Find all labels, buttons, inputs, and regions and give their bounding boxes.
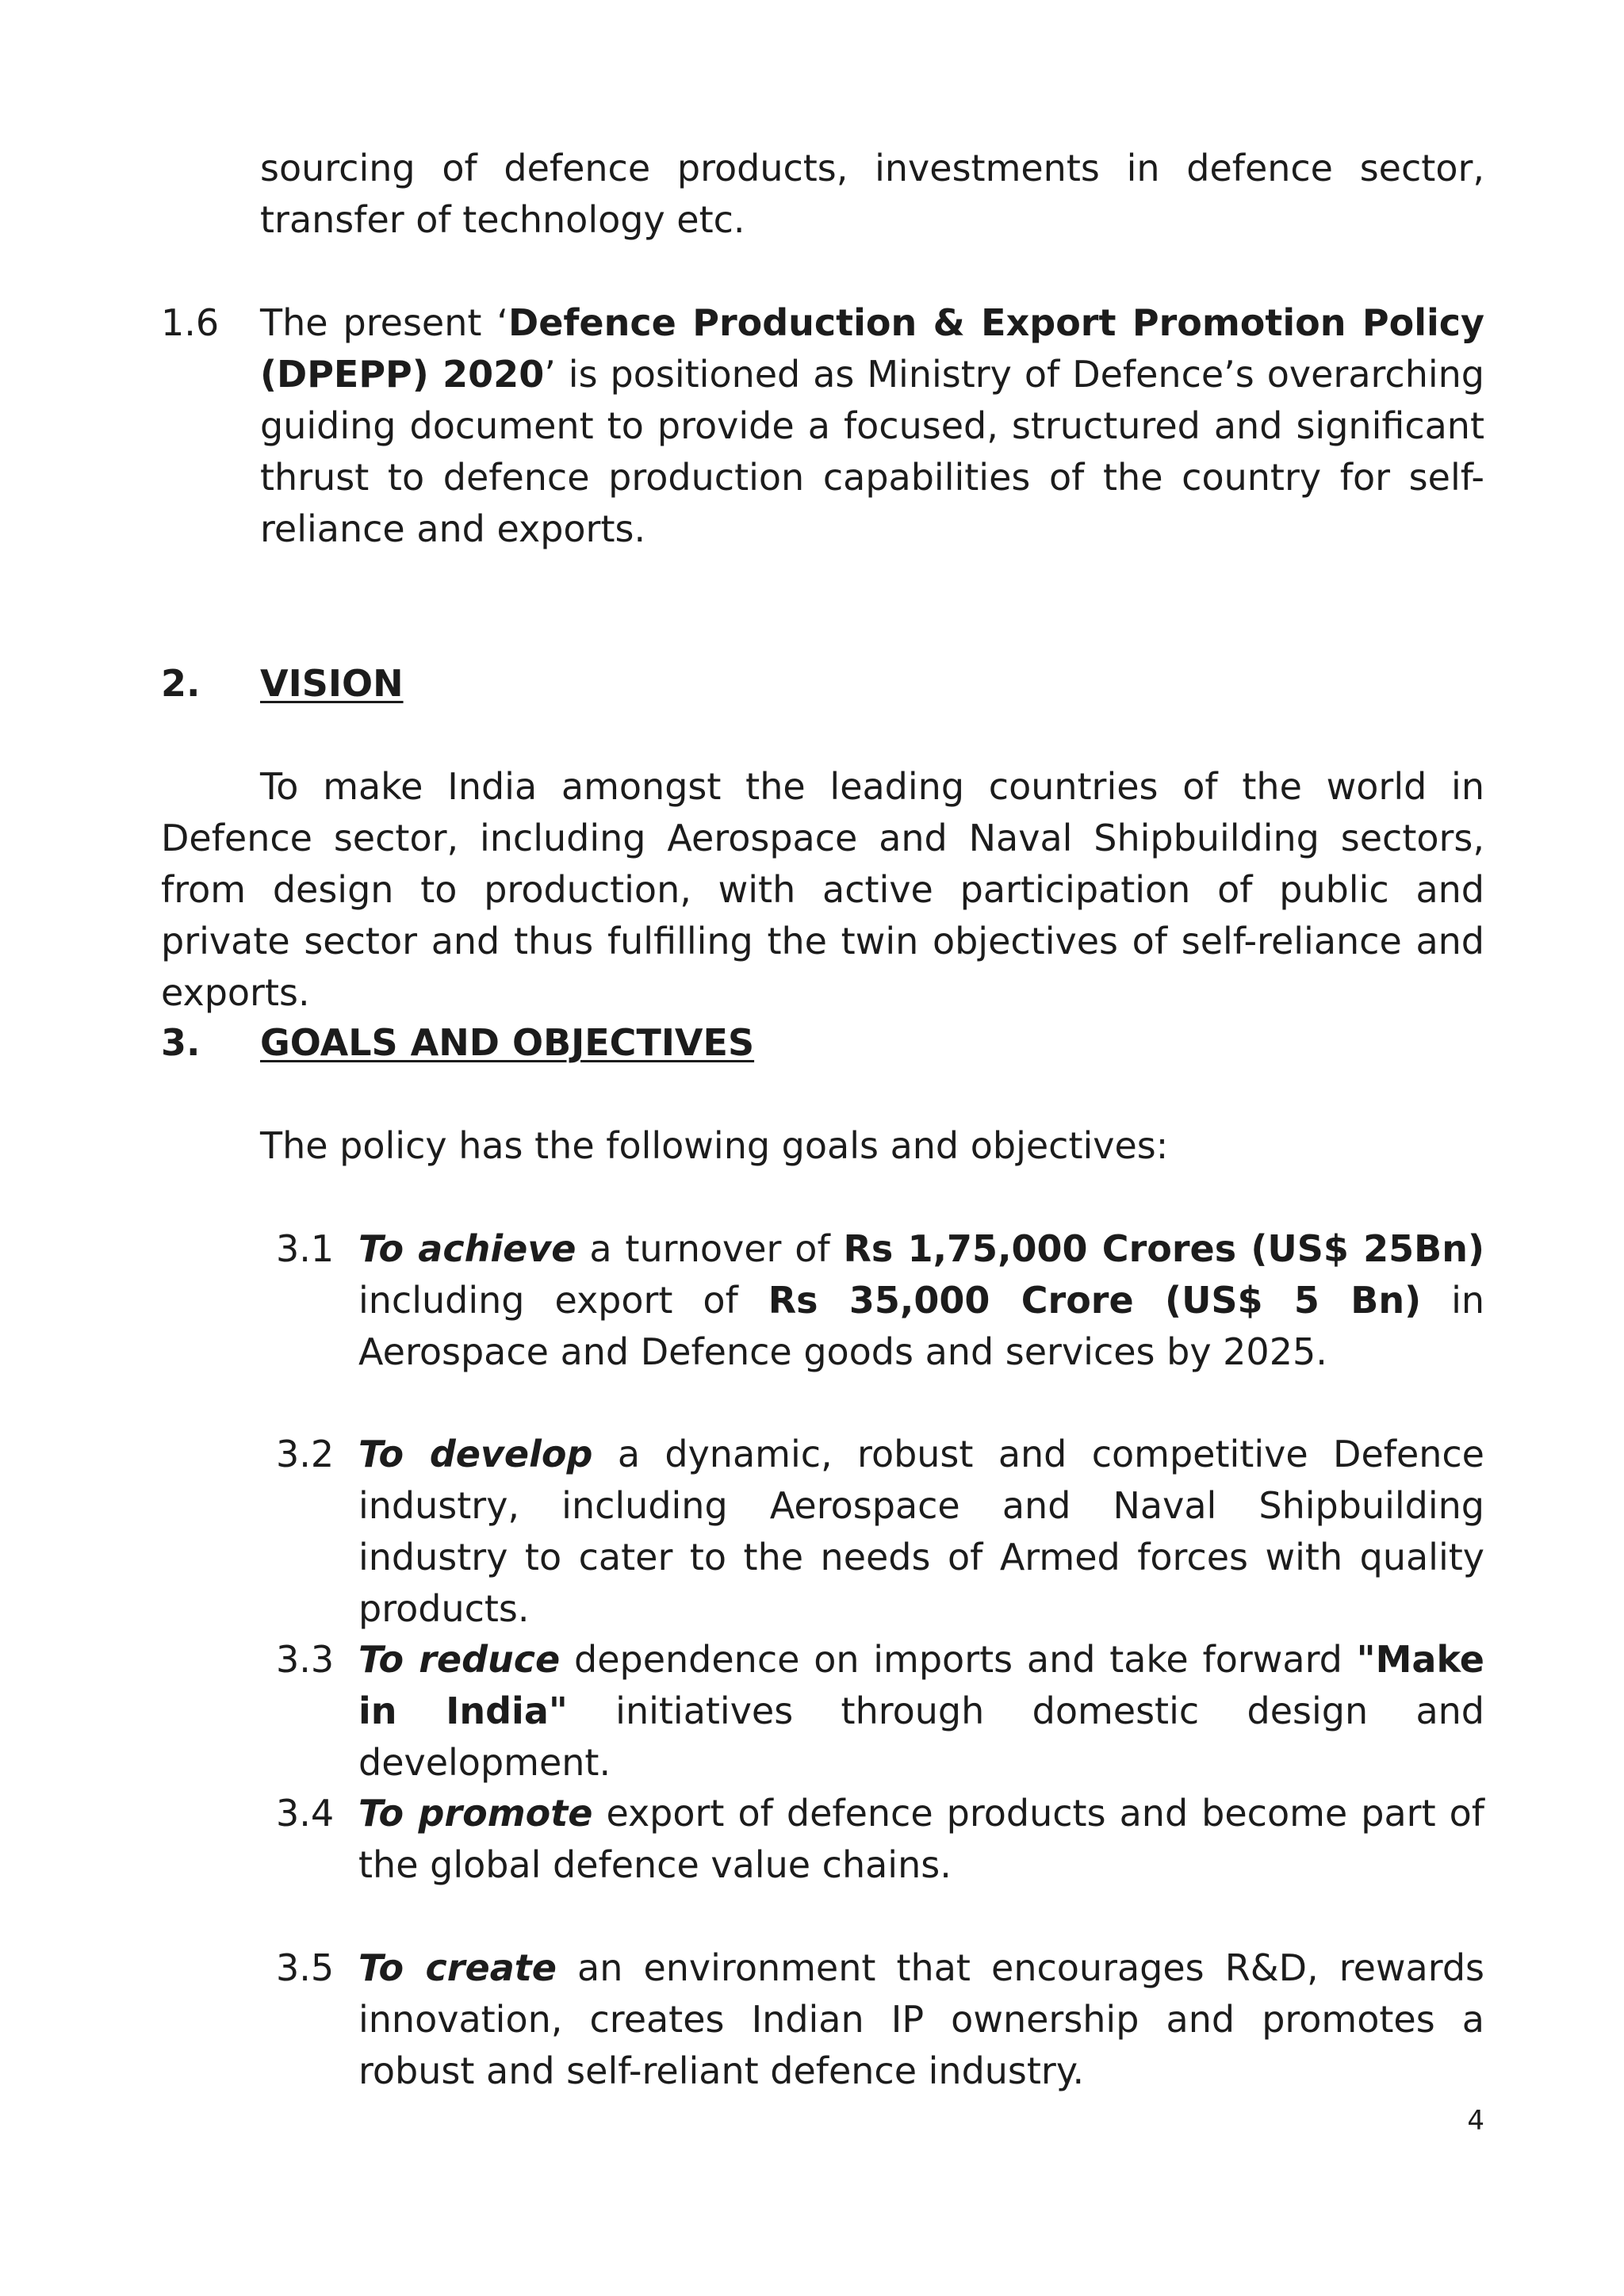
goals-intro: The policy has the following goals and objectives:	[260, 1124, 1169, 1167]
paragraph-text: The present ‘	[260, 301, 509, 344]
goal-item	[358, 1942, 1484, 2097]
goal-figure: Rs 35,000 Crore (US$ 5 Bn)	[768, 1279, 1422, 1322]
paragraph-number: 1.6	[161, 301, 220, 344]
goal-number: 3.1	[276, 1227, 335, 1270]
goal-figure: Rs 1,75,000 Crores (US$ 25Bn)	[843, 1227, 1484, 1270]
goal-highlight: "Make in India"	[358, 1638, 1484, 1732]
goal-lead: To achieve	[358, 1227, 576, 1270]
goal-text: a dynamic, robust and competitive Defence industry, including Aerospace and Naval Shipbuilding industry to cater to the needs of Armed forces with quality products.	[358, 1433, 1484, 1630]
goal-lead: To reduce	[358, 1638, 561, 1681]
section-number: 2.	[161, 662, 201, 705]
policy-name: Defence Production & Export Promotion Policy (DPEPP) 2020	[260, 301, 1484, 396]
goal-number: 3.4	[276, 1792, 335, 1835]
goal-item	[358, 1223, 1484, 1378]
goal-item	[358, 1634, 1484, 1789]
goal-lead: To promote	[358, 1792, 593, 1835]
goal-text: an environment that encourages R&D, rewards innovation, creates Indian IP ownership and promotes a robust and self-reliant defence industry.	[358, 1946, 1484, 2092]
goal-number: 3.5	[276, 1946, 335, 1989]
goal-item	[358, 1788, 1484, 1891]
goal-text: in Aerospace and Defence goods and services by 2025.	[358, 1279, 1485, 1373]
page-number: 4	[1467, 2105, 1484, 2137]
section-number: 3.	[161, 1021, 201, 1064]
goal-text: initiatives through domestic design and development.	[358, 1689, 1484, 1784]
goal-lead: To create	[358, 1946, 557, 1989]
vision-paragraph: To make India amongst the leading countries of the world in Defence sector, including Aerospace and Naval Shipbuilding sectors, from design to production, with active participation of public and private sector and thus fulfilling the twin objectives of self-reliance and exports.	[161, 765, 1484, 1014]
goal-text: export of defence products and become part of the global defence value chains.	[358, 1792, 1484, 1886]
continuation-paragraph: sourcing of defence products, investments in defence sector, transfer of technology etc.	[260, 147, 1484, 241]
section-heading-vision: VISION	[260, 662, 404, 705]
goal-text: a turnover of	[576, 1227, 844, 1270]
section-heading-goals: GOALS AND OBJECTIVES	[260, 1021, 755, 1064]
goal-number: 3.3	[276, 1638, 335, 1681]
goal-text: dependence on imports and take forward	[560, 1638, 1357, 1681]
goal-item	[358, 1429, 1484, 1635]
goal-number: 3.2	[276, 1433, 335, 1475]
paragraph-1-6	[260, 297, 1484, 555]
goal-text: including export of	[358, 1279, 768, 1322]
paragraph-text: ’ is positioned as Ministry of Defence’s overarching guiding document to provide a focused, structured and significant thrust to defence production capabilities of the country for self-reliance and exports.	[260, 353, 1484, 550]
goal-lead: To develop	[358, 1433, 593, 1475]
